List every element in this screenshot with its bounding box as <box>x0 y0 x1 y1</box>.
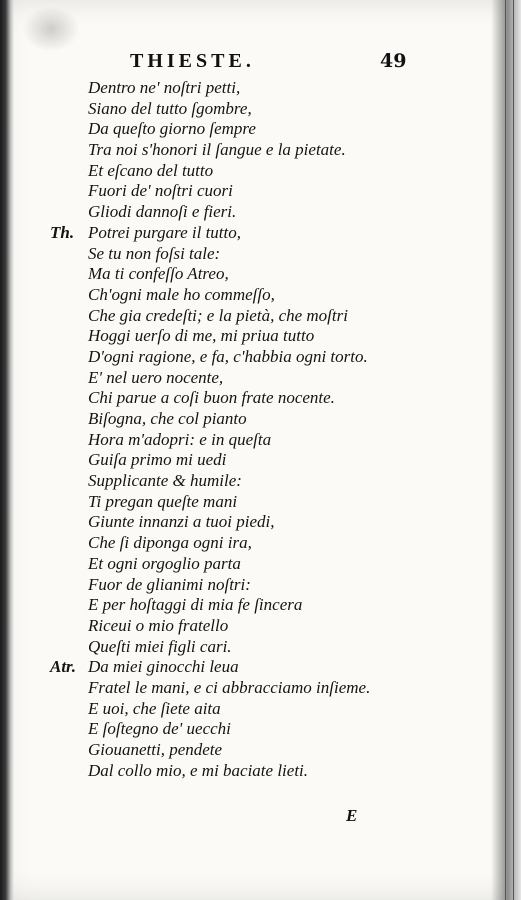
verse-line <box>0 678 480 699</box>
verse-line <box>0 657 480 678</box>
verse-text: Fuor de glianimi noſtri: <box>88 574 251 594</box>
verse-text: Che gia credeſti; e la pietà, che moſtri <box>88 305 348 325</box>
verse-text: D'ogni ragione, e fa, c'habbia ogni torto. <box>88 346 368 366</box>
running-title: THIESTE. <box>130 50 255 72</box>
verse-text: Et ogni orgoglio parta <box>88 553 241 573</box>
verse-text: Dal collo mio, e mi baciate lieti. <box>88 760 309 780</box>
verse-text: Tra noi s'honori il ſangue e la pietate. <box>88 140 346 160</box>
verse-line <box>0 740 480 761</box>
verse-text: Dentro ne' noſtri petti, <box>88 78 241 97</box>
verse-line <box>0 699 480 720</box>
verse-text: Hoggi uerſo di me, mi priua tutto <box>88 326 315 346</box>
verse-line <box>0 492 480 513</box>
verse-line <box>0 761 480 782</box>
verse-line <box>0 575 480 596</box>
verse-text: Da queſto giorno ſempre <box>88 119 256 139</box>
verse-text: Che ſi diponga ogni ira, <box>88 533 252 553</box>
verse-text: E per hoſtaggi di mia fe ſincera <box>88 595 303 615</box>
verse-text: E ſoſtegno de' uecchi <box>88 719 231 739</box>
verse-text: E uoi, che ſiete aita <box>88 698 221 718</box>
verse-text: Giunte innanzi a tuoi piedi, <box>88 512 275 532</box>
verse-text: Guiſa primo mi uedi <box>88 450 227 470</box>
speaker-label: Atr. <box>50 657 76 677</box>
verse-text: Da miei ginocchi leua <box>88 657 239 677</box>
verse-text: Chi parue a coſi buon frate nocente. <box>88 388 335 408</box>
verse-text: Gliodi dannoſi e fieri. <box>88 202 237 222</box>
verse-line <box>0 388 480 409</box>
speaker-label: Th. <box>50 222 75 242</box>
verse-line <box>0 78 480 99</box>
verse-text: Ti pregan queſte mani <box>88 491 238 511</box>
verse-text: Riceui o mio fratello <box>88 615 229 635</box>
verse-text: Et eſcano del tutto <box>88 160 214 180</box>
page-number: 49 <box>380 50 407 72</box>
verse-text: Hora m'adopri: e in queſta <box>88 429 272 449</box>
verse-text: Ch'ogni male ho commeſſo, <box>88 284 275 304</box>
verse-line <box>0 119 480 140</box>
verse-text: Ma ti confeſſo Atreo, <box>88 264 229 284</box>
page-edges <box>491 0 521 900</box>
verse-line <box>0 450 480 471</box>
verse-text: Se tu non foſsi tale: <box>88 243 221 263</box>
verse-line <box>0 244 480 265</box>
verse-line <box>0 430 480 451</box>
verse-line <box>0 202 480 223</box>
verse-line <box>0 99 480 120</box>
verse-line <box>0 306 480 327</box>
verse-text: Supplicante & humile: <box>88 471 242 491</box>
verse-line <box>0 181 480 202</box>
verse-line <box>0 719 480 740</box>
verse-line <box>0 368 480 389</box>
verse-text: Fuori de' noſtri cuori <box>88 181 233 201</box>
verse-line <box>0 285 480 306</box>
verse-line <box>0 140 480 161</box>
verse-line <box>0 223 480 244</box>
verse-line <box>0 637 480 658</box>
verse-line <box>0 533 480 554</box>
verse-text: Giouanetti, pendete <box>88 740 223 759</box>
verse-text: E' nel uero nocente, <box>88 367 224 387</box>
verse-line <box>0 512 480 533</box>
verse-line <box>0 595 480 616</box>
verse-line <box>0 616 480 637</box>
verse-text: Siano del tutto ſgombre, <box>88 98 252 118</box>
verse-line <box>0 471 480 492</box>
verse-line <box>0 161 480 182</box>
verse-text: Potrei purgare il tutto, <box>88 222 241 242</box>
verse-line <box>0 264 480 285</box>
ink-smudge <box>22 6 80 52</box>
verse-line <box>0 554 480 575</box>
verse-line <box>0 347 480 368</box>
verse-text: Fratel le mani, e ci abbracciamo inſieme. <box>88 677 371 697</box>
verse-text: Biſogna, che col pianto <box>88 409 247 428</box>
verse-text: Queſti miei figli cari. <box>88 636 232 656</box>
catchword: E <box>346 806 358 825</box>
verse-block <box>0 78 480 781</box>
verse-line <box>0 326 480 347</box>
verse-line <box>0 409 480 430</box>
